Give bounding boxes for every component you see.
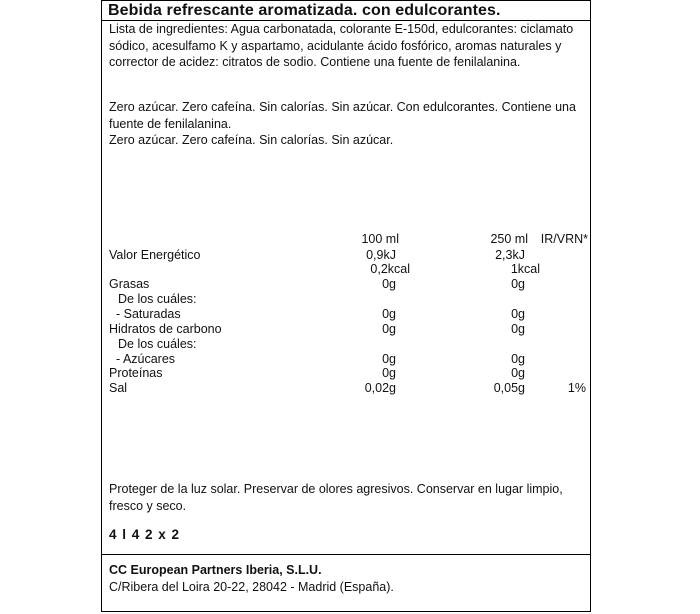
row-label: - Saturadas: [116, 307, 181, 321]
energy-kj-100: 0,9kJ: [366, 248, 396, 262]
row-label: De los cuáles:: [118, 337, 197, 351]
company-address: C/Ribera del Loira 20-22, 28042 - Madrid (España).: [109, 580, 394, 594]
row-ir: 1%: [567, 381, 586, 395]
row-value-250: 0g: [511, 352, 525, 366]
row-value-100: 0g: [382, 352, 396, 366]
product-title: Bebida refrescante aromatizada. con edulcorantes.: [108, 2, 501, 19]
row-value-250: 0,05g: [493, 381, 525, 395]
claims-text-2: Zero azúcar. Zero cafeína. Sin calorías. Sin azúcar.: [109, 133, 394, 147]
row-value-250: 0g: [511, 277, 525, 291]
energy-label: Valor Energético: [109, 248, 201, 262]
energy-kj-250: 2,3kJ: [495, 248, 525, 262]
company-name: CC European Partners Iberia, S.L.U.: [109, 563, 322, 577]
package-code: 4 l 4 2 x 2: [109, 527, 181, 542]
row-value-100: 0,02g: [364, 381, 396, 395]
header-100ml: 100 ml: [361, 232, 399, 246]
row-value-100: 0g: [382, 307, 396, 321]
row-label: Sal: [109, 381, 128, 395]
label-box: [101, 0, 591, 612]
ingredients-text: Lista de ingredientes: Agua carbonatada, colorante E-150d, edulcorantes: ciclamato sódico, acesulfamo K y aspartamo, acidulante ácido fosfórico, aromas naturales y corrector de acidez: citratos de sodio. Contiene una fuente de fenilalanina.: [109, 22, 574, 69]
row-value-100: 0g: [382, 277, 396, 291]
header-250ml: 250 ml: [490, 232, 528, 246]
header-ir-vrn: IR/VRN*: [540, 232, 588, 246]
company-divider: [101, 554, 591, 555]
row-label: - Azúcares: [116, 352, 176, 366]
row-value-250: 0g: [511, 322, 525, 336]
row-label: De los cuáles:: [118, 292, 197, 306]
energy-kcal-250: 1kcal: [510, 262, 540, 276]
claims-text-1: Zero azúcar. Zero cafeína. Sin calorías. Sin azúcar. Con edulcorantes. Contiene una fuente de fenilalanina.: [109, 100, 576, 131]
row-value-100: 0g: [382, 366, 396, 380]
energy-kcal-100: 0,2kcal: [370, 262, 410, 276]
row-value-250: 0g: [511, 307, 525, 321]
row-label: Grasas: [109, 277, 150, 291]
row-value-100: 0g: [382, 322, 396, 336]
storage-text: Proteger de la luz solar. Preservar de olores agresivos. Conservar en lugar limpio, fresco y seco.: [109, 482, 563, 513]
row-value-250: 0g: [511, 366, 525, 380]
row-label: Proteínas: [109, 366, 163, 380]
row-label: Hidratos de carbono: [109, 322, 222, 336]
